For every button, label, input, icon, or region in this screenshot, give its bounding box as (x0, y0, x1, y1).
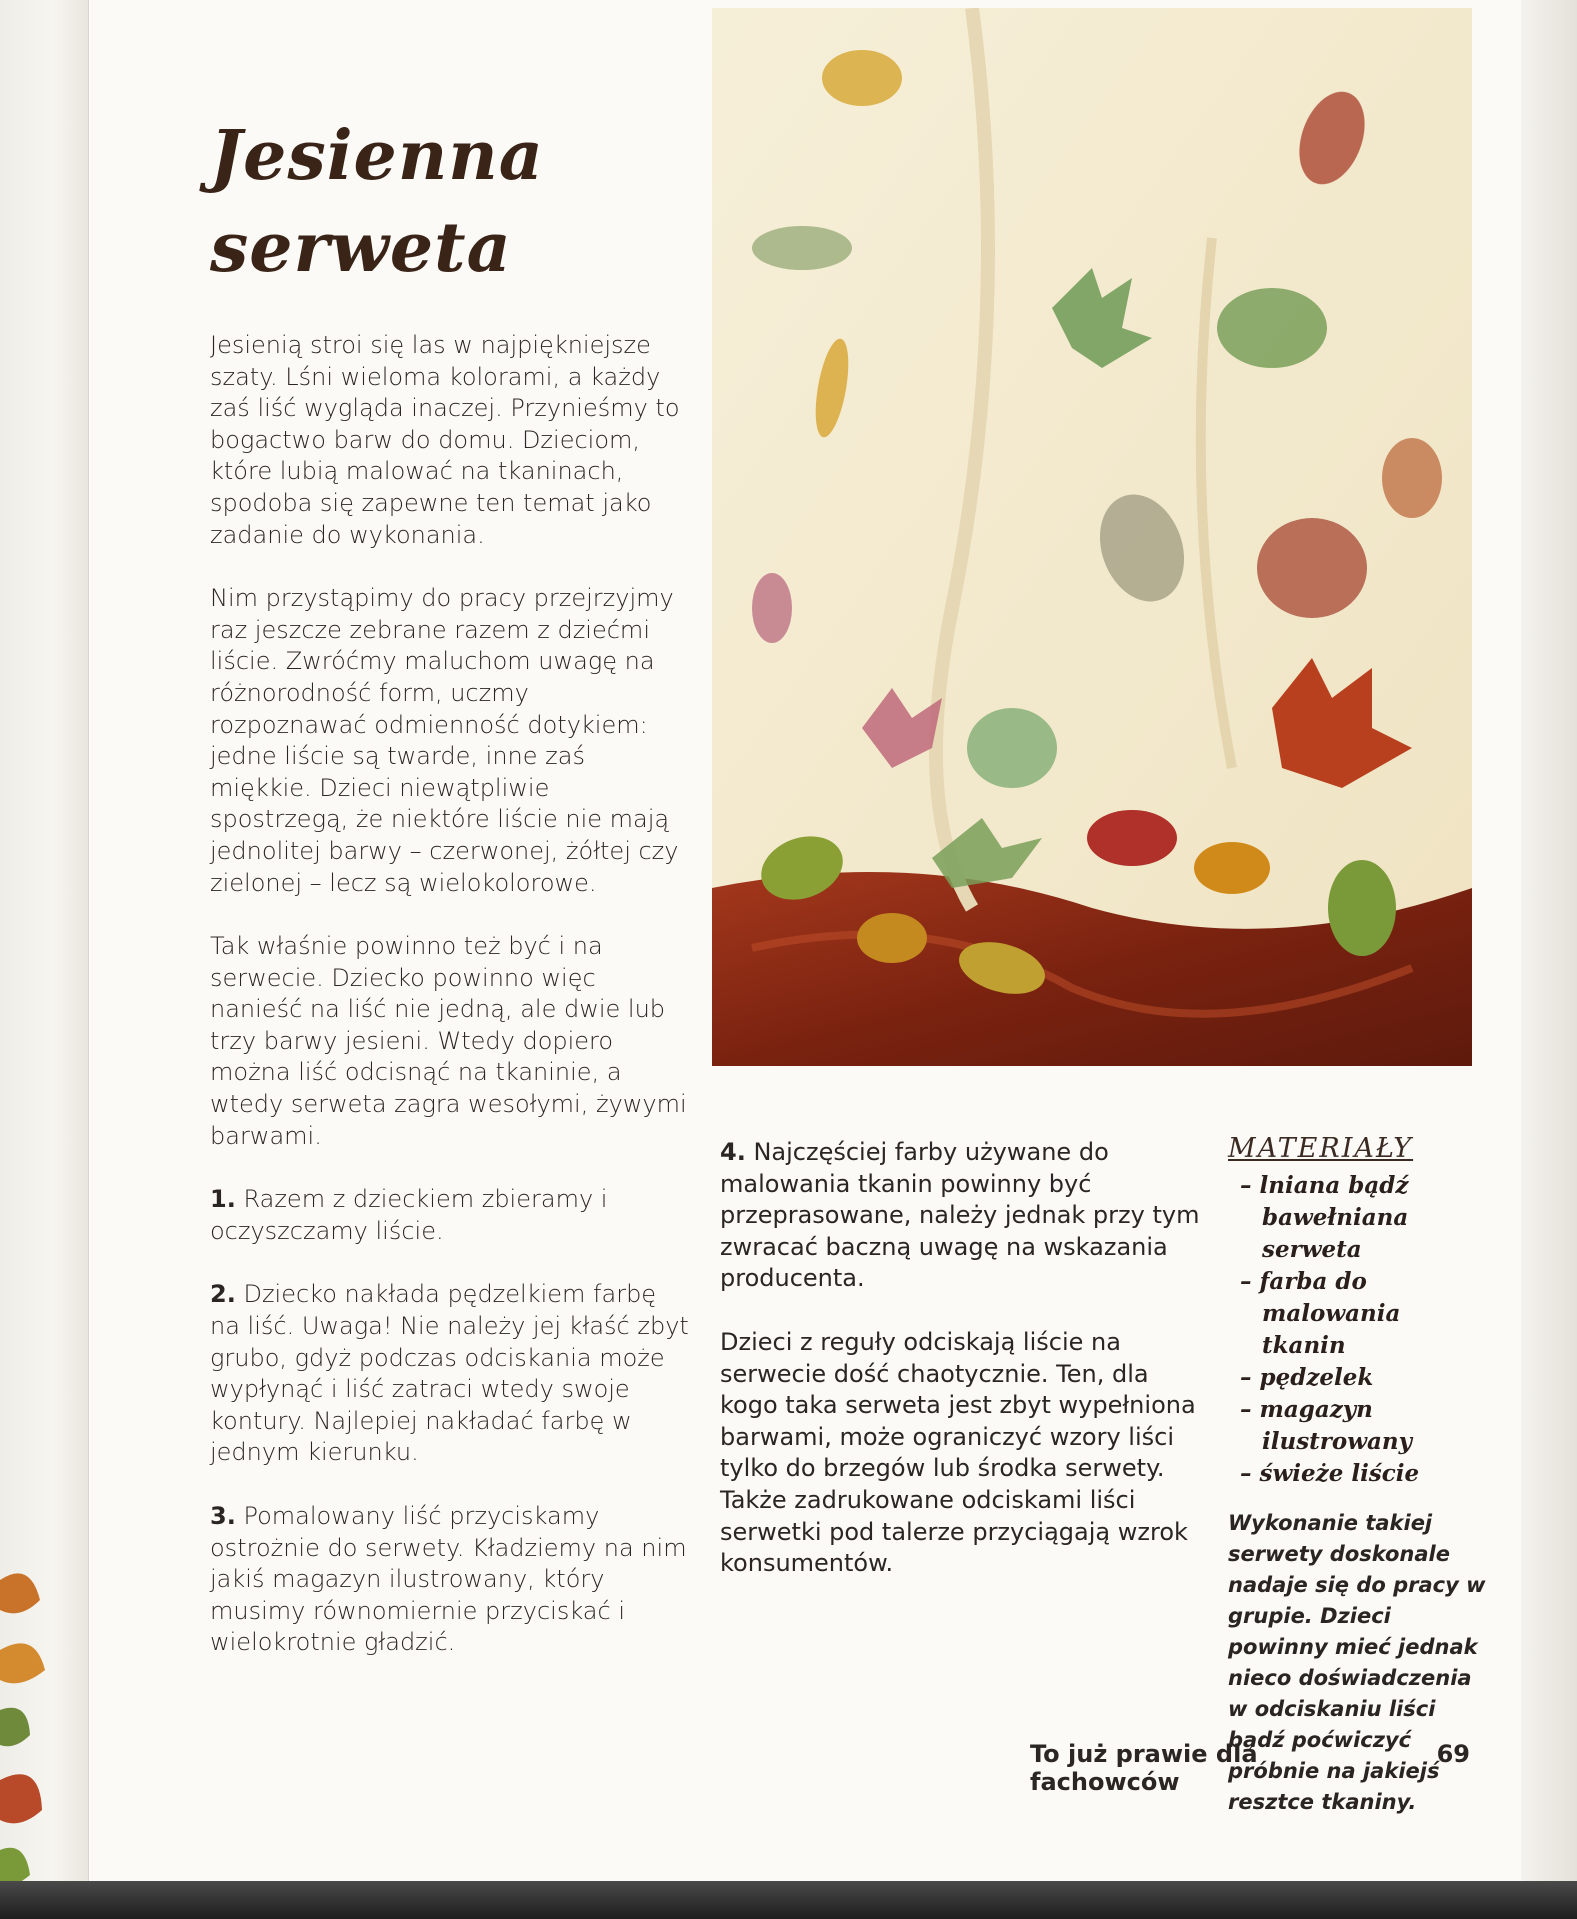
page-edge (1521, 0, 1577, 1919)
step-1 (210, 1184, 690, 1247)
left-text-column (210, 330, 690, 1691)
closing-paragraph: Dzieci z reguły odciskają liście na serwecie dość chaotycznie. Ten, dla kogo taka serweta jest zbyt wypełniona barwami, może ograniczyć wzory liści tylko do brzegów lub środka serwety. Także zadrukowane odciskami liści serwetki pod talerze przyciągają wzrok konsumentów. (720, 1327, 1196, 1578)
materials-item: – magazyn ilustrowany (1228, 1394, 1488, 1458)
materials-title: MATERIAŁY (1228, 1133, 1414, 1164)
title-line-1: Jesienna (210, 116, 544, 196)
step-text: Razem z dzieckiem zbieramy i oczyszczamy liście. (210, 1185, 608, 1245)
intro-paragraph-3: Tak właśnie powinno też być i na serwecie. Dziecko powinno więc nanieść na liść nie jedną, ale dwie lub trzy barwy jesieni. Wtedy dopiero można liść odcisnąć na tkaninie, a wtedy serweta zagra wesołymi, żywymi barwami. (210, 932, 687, 1150)
materials-item: – pędzelek (1228, 1362, 1488, 1394)
section-title: To już prawie dla fachowców (1030, 1740, 1258, 1796)
page-footer (1030, 1740, 1470, 1796)
step-text: Pomalowany liść przyciskamy ostrożnie do serwety. Kładziemy na nim jakiś magazyn ilustrowany, który musimy równomiernie przyciskać i wielokrotnie gładzić. (210, 1502, 687, 1657)
tablecloth-illustration (712, 8, 1472, 1066)
book-gutter (0, 0, 89, 1919)
step-2 (210, 1279, 690, 1469)
materials-box (1228, 1133, 1488, 1818)
step-number: 1. (210, 1185, 236, 1214)
materials-item: – farba do malowania tkanin (1228, 1266, 1488, 1362)
page-number: 69 (1436, 1740, 1470, 1768)
title-line-2: serweta (210, 208, 512, 288)
step-number: 3. (210, 1502, 236, 1530)
gutter-leaves-image (0, 1560, 60, 1890)
materials-note: Wykonanie takiej serwety doskonale nadaje się do pracy w grupie. Dzieci powinny mieć jednak nieco doświadczenia w odciskaniu liści bądź poćwiczyć próbnie na jakiejś resztce tkaniny. (1228, 1511, 1486, 1814)
step-text: Dziecko nakłada pędzelkiem farbę na liść. Uwaga! Nie należy jej kłaść zbyt grubo, gdyż podczas odciskania może wypłynąć i liść zatraci wtedy swoje kontury. Najlepiej nakładać farbę w jednym kierunku. (210, 1280, 689, 1467)
article-title (210, 110, 630, 294)
leaf-print-tablecloth-photo (712, 8, 1472, 1066)
intro-paragraph-1: Jesienią stroi się las w najpiękniejsze szaty. Lśni wieloma kolorami, a każdy zaś liść wygląda inaczej. Przynieśmy to bogactwo barw do domu. Dzieciom, które lubią malować na tkaninach, spodoba się zapewne ten temat jako zadanie do wykonania. (210, 331, 680, 549)
scan-shadow (0, 1881, 1577, 1919)
step-3 (210, 1501, 690, 1659)
materials-item: – świeże liście (1228, 1458, 1488, 1490)
step-4 (720, 1137, 1200, 1295)
materials-item: – lniana bądź bawełniana serweta (1228, 1170, 1488, 1266)
step-number: 4. (720, 1138, 746, 1166)
step-number: 2. (210, 1280, 236, 1309)
intro-paragraph-2: Nim przystąpimy do pracy przejrzyjmy raz jeszcze zebrane razem z dziećmi liście. Zwróćmy maluchom uwagę na różnorodność form, uczmy rozpoznawać odmienność dotykiem: jedne liście są twarde, inne zaś miękkie. Dzieci niewątpliwie spostrzegą, że niektóre liście nie mają jednolitej barwy – czerwonej, żółtej czy zielonej – lecz są wielokolorowe. (210, 584, 679, 897)
step-text: Najczęściej farby używane do malowania tkanin powinny być przeprasowane, należy jednak przy tym zwracać baczną uwagę na wskazania producenta. (720, 1138, 1200, 1293)
middle-text-column (720, 1137, 1200, 1612)
materials-list (1228, 1170, 1488, 1490)
